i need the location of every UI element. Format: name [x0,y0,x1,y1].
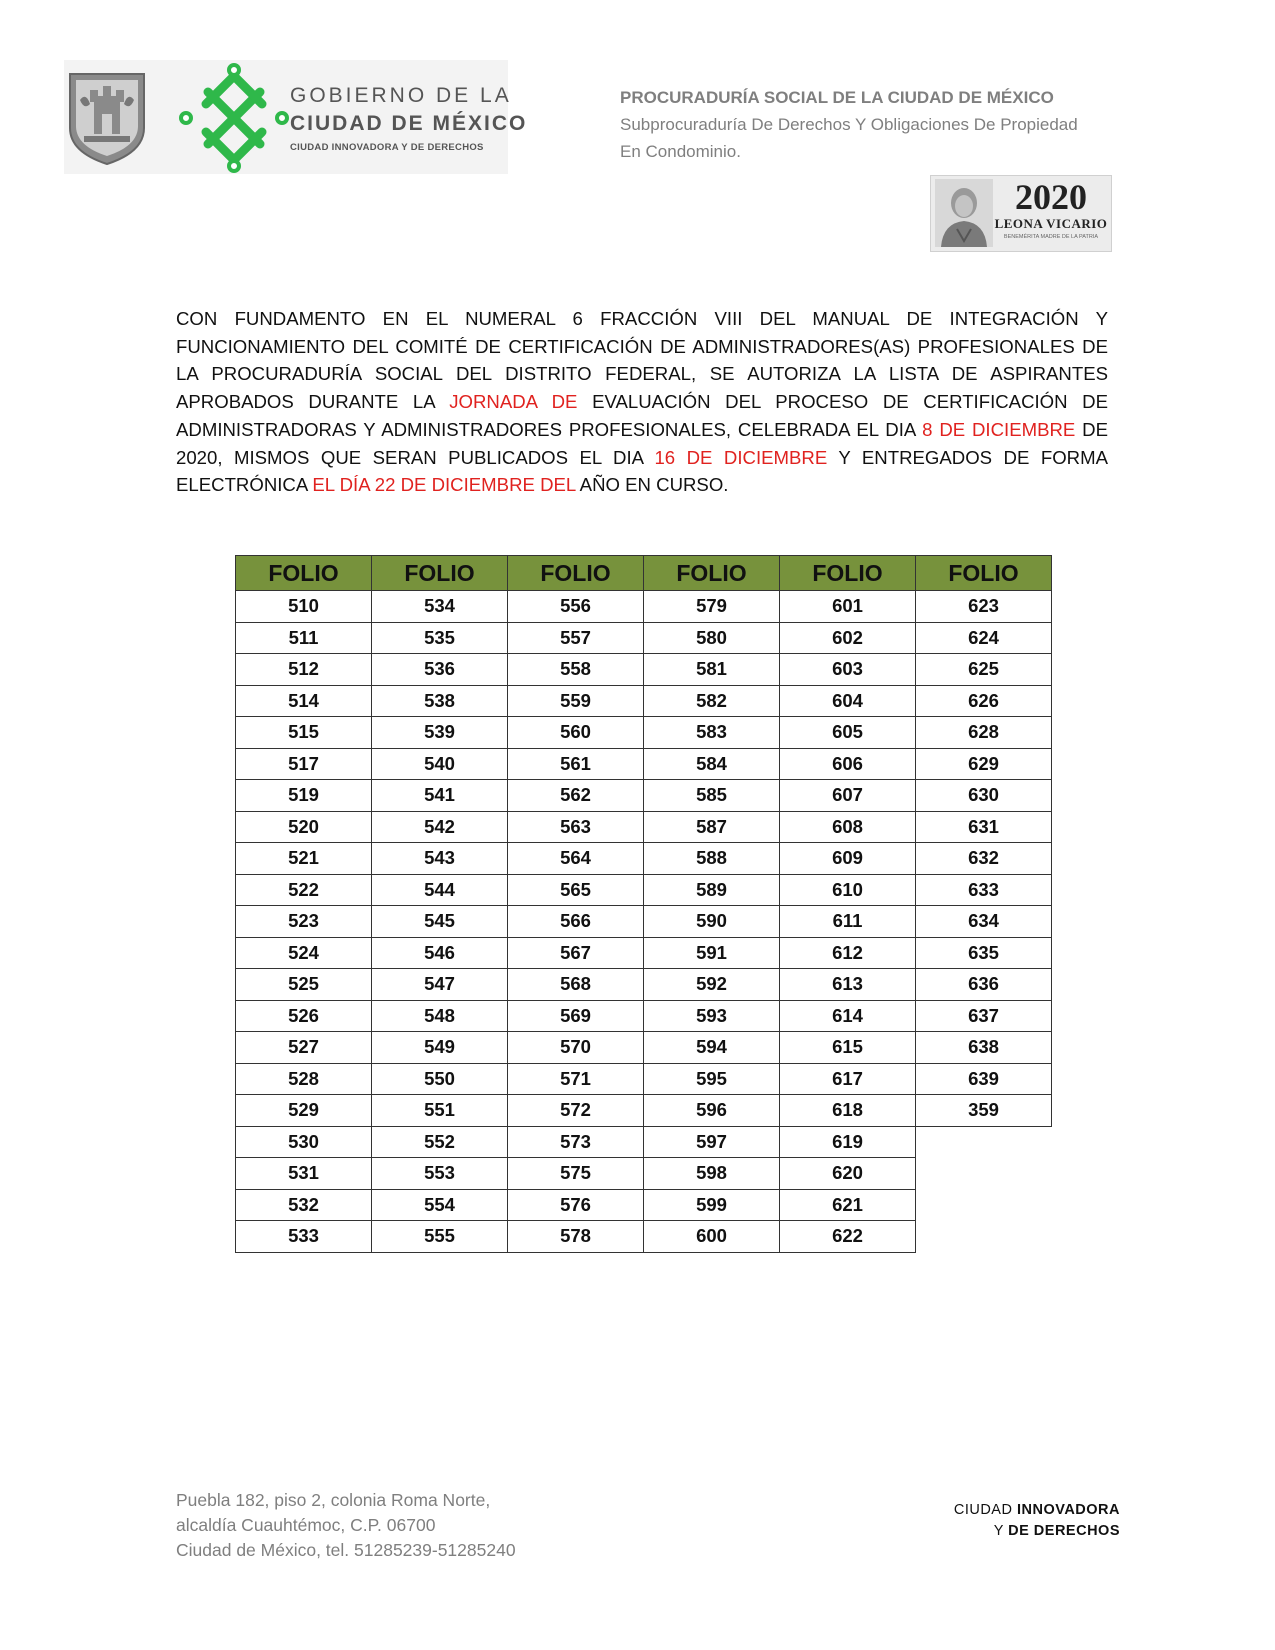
motto-text-bold: DE DERECHOS [1008,1523,1120,1539]
folio-cell: 585 [644,780,780,812]
folio-cell: 522 [236,874,372,906]
folio-cell: 553 [372,1158,508,1190]
table-row [236,1032,1052,1064]
folio-cell: 526 [236,1000,372,1032]
folio-cell: 605 [780,717,916,749]
address-line3: Ciudad de México, tel. 51285239-51285240 [176,1540,516,1560]
table-row [236,843,1052,875]
folio-cell: 543 [372,843,508,875]
folio-cell: 511 [236,622,372,654]
folio-cell: 579 [644,591,780,623]
motto-line2 [954,1521,1120,1542]
column-header: FOLIO [372,556,508,591]
government-slogan: CIUDAD INNOVADORA Y DE DERECHOS [290,142,484,153]
folio-cell: 628 [916,717,1052,749]
folio-cell: 530 [236,1126,372,1158]
folio-cell: 510 [236,591,372,623]
folio-cell: 535 [372,622,508,654]
column-header: FOLIO [644,556,780,591]
folio-cell: 601 [780,591,916,623]
column-header: FOLIO [916,556,1052,591]
folio-cell: 598 [644,1158,780,1190]
folio-cell: 544 [372,874,508,906]
folio-cell: 565 [508,874,644,906]
folio-cell: 626 [916,685,1052,717]
folio-cell: 634 [916,906,1052,938]
folio-cell: 625 [916,654,1052,686]
statement-text: EVALUACIÓN DEL PROCESO DE CERTIFICACIÓN DE ADMINISTRADORAS Y ADMINISTRADORES PROFESIONALES, CELEBRADA EL DIA [176,391,1108,440]
table-body [236,591,1052,1253]
statement-text: Y ENTREGADOS DE FORMA ELECTRÓNICA [176,446,1108,496]
folio-cell: 594 [644,1032,780,1064]
folio-cell: 589 [644,874,780,906]
folio-cell: 638 [916,1032,1052,1064]
table-row [236,811,1052,843]
folio-cell: 608 [780,811,916,843]
empty-cell [916,1189,1052,1221]
table-row [236,1221,1052,1253]
folio-cell: 524 [236,937,372,969]
folio-cell: 566 [508,906,644,938]
folio-cell: 525 [236,969,372,1001]
footer-motto [954,1500,1120,1542]
folio-cell: 570 [508,1032,644,1064]
folio-cell: 534 [372,591,508,623]
table-row [236,654,1052,686]
cdmx-knot-icon [178,62,290,174]
folio-cell: 588 [644,843,780,875]
authorization-statement [176,305,1108,499]
folio-cell: 514 [236,685,372,717]
folio-cell: 578 [508,1221,644,1253]
folio-cell: 546 [372,937,508,969]
agency-title: PROCURADURÍA SOCIAL DE LA CIUDAD DE MÉXICO [620,88,1054,107]
statement-text: AÑO EN CURSO. [575,474,729,496]
statement-highlight: 16 DE DICIEMBRE [654,446,828,468]
folio-cell: 604 [780,685,916,717]
folio-cell: 597 [644,1126,780,1158]
folio-cell: 556 [508,591,644,623]
government-name-line1: GOBIERNO DE LA [290,84,512,107]
folio-cell: 558 [508,654,644,686]
folio-cell: 527 [236,1032,372,1064]
folio-cell: 575 [508,1158,644,1190]
folio-cell: 581 [644,654,780,686]
folio-cell: 600 [644,1221,780,1253]
table-row [236,1063,1052,1095]
folio-cell: 536 [372,654,508,686]
badge-subtitle: BENEMÉRITA MADRE DE LA PATRIA [1003,234,1099,240]
agency-subtitle-line2: En Condominio. [620,142,741,161]
statement-highlight: JORNADA DE [449,391,578,413]
empty-cell [916,1126,1052,1158]
folio-cell: 637 [916,1000,1052,1032]
leona-vicario-badge [930,175,1112,252]
folio-cell: 557 [508,622,644,654]
folio-cell: 599 [644,1189,780,1221]
folio-cell: 528 [236,1063,372,1095]
folio-cell: 635 [916,937,1052,969]
column-header: FOLIO [508,556,644,591]
folio-cell: 613 [780,969,916,1001]
folio-cell: 539 [372,717,508,749]
statement-text: CON FUNDAMENTO EN EL NUMERAL 6 FRACCIÓN VIII DEL MANUAL DE INTEGRACIÓN Y FUNCIONAMIENTO DEL COMITÉ DE CERTIFICACIÓN DE ADMINISTRADORES(AS) PROFESIONALES DE LA PROCURADURÍA SOCIAL DEL DISTRITO FEDERAL, SE AUTORIZA LA LISTA DE ASPIRANTES APROBADOS DURANTE LA [176,308,1108,413]
folio-cell: 603 [780,654,916,686]
folio-cell: 584 [644,748,780,780]
folio-cell: 567 [508,937,644,969]
folio-cell: 512 [236,654,372,686]
folio-cell: 602 [780,622,916,654]
folio-cell: 532 [236,1189,372,1221]
folio-cell: 576 [508,1189,644,1221]
folio-cell: 359 [916,1095,1052,1127]
folio-cell: 563 [508,811,644,843]
folio-cell: 595 [644,1063,780,1095]
motto-text: CIUDAD [953,1502,1017,1518]
folio-cell: 615 [780,1032,916,1064]
folio-cell: 617 [780,1063,916,1095]
folio-cell: 591 [644,937,780,969]
folio-cell: 540 [372,748,508,780]
folio-cell: 614 [780,1000,916,1032]
empty-cell [916,1221,1052,1253]
folio-cell: 610 [780,874,916,906]
table-row [236,1095,1052,1127]
address-line2: alcaldía Cuauhtémoc, C.P. 06700 [176,1515,436,1535]
folio-cell: 639 [916,1063,1052,1095]
folio-cell: 573 [508,1126,644,1158]
folio-cell: 548 [372,1000,508,1032]
folio-cell: 571 [508,1063,644,1095]
folio-cell: 519 [236,780,372,812]
folio-cell: 620 [780,1158,916,1190]
folio-cell: 609 [780,843,916,875]
folio-cell: 621 [780,1189,916,1221]
folio-cell: 592 [644,969,780,1001]
folio-cell: 632 [916,843,1052,875]
folio-cell: 583 [644,717,780,749]
agency-subtitle-line1: Subprocuraduría De Derechos Y Obligaciones De Propiedad [620,115,1078,134]
table-row [236,937,1052,969]
folio-cell: 587 [644,811,780,843]
empty-cell [916,1158,1052,1190]
government-name-line2: CIUDAD DE MÉXICO [290,112,528,135]
folio-cell: 542 [372,811,508,843]
folio-cell: 569 [508,1000,644,1032]
folio-cell: 551 [372,1095,508,1127]
folio-cell: 515 [236,717,372,749]
table-row [236,1189,1052,1221]
table-row [236,874,1052,906]
folio-cell: 562 [508,780,644,812]
table-row [236,969,1052,1001]
folio-cell: 623 [916,591,1052,623]
folio-cell: 517 [236,748,372,780]
table-row [236,906,1052,938]
folio-cell: 555 [372,1221,508,1253]
folio-cell: 612 [780,937,916,969]
folio-cell: 552 [372,1126,508,1158]
folio-cell: 590 [644,906,780,938]
folio-cell: 630 [916,780,1052,812]
folio-cell: 636 [916,969,1052,1001]
folio-cell: 622 [780,1221,916,1253]
badge-year: 2020 [1015,177,1087,217]
motto-line1 [954,1500,1120,1521]
folio-cell: 559 [508,685,644,717]
folio-cell: 606 [780,748,916,780]
table-header-row [236,556,1052,591]
column-header: FOLIO [236,556,372,591]
folio-cell: 521 [236,843,372,875]
badge-name: LEONA VICARIO [994,216,1108,231]
table-row [236,1126,1052,1158]
folio-cell: 593 [644,1000,780,1032]
statement-text: DE 2020, MISMOS QUE SERAN PUBLICADOS EL DIA [176,418,1108,468]
table-row [236,1000,1052,1032]
motto-text: Y [993,1523,1009,1539]
statement-highlight: 8 DE DICIEMBRE [922,418,1076,440]
motto-text-bold: INNOVADORA [1016,1502,1120,1518]
folio-cell: 633 [916,874,1052,906]
folio-cell: 538 [372,685,508,717]
folio-cell: 618 [780,1095,916,1127]
table-row [236,717,1052,749]
folio-cell: 611 [780,906,916,938]
folio-cell: 554 [372,1189,508,1221]
folio-cell: 531 [236,1158,372,1190]
folio-cell: 547 [372,969,508,1001]
folio-cell: 529 [236,1095,372,1127]
folio-cell: 523 [236,906,372,938]
table-row [236,748,1052,780]
folio-cell: 545 [372,906,508,938]
folio-cell: 564 [508,843,644,875]
folio-cell: 568 [508,969,644,1001]
agency-heading [620,84,1078,165]
statement-highlight: EL DÍA 22 DE DICIEMBRE DEL [312,474,576,496]
folio-cell: 560 [508,717,644,749]
coat-of-arms-icon [66,70,148,166]
address-line1: Puebla 182, piso 2, colonia Roma Norte, [176,1490,491,1510]
folio-cell: 561 [508,748,644,780]
folio-cell: 631 [916,811,1052,843]
table-row [236,685,1052,717]
folio-cell: 549 [372,1032,508,1064]
table-row [236,1158,1052,1190]
folio-cell: 607 [780,780,916,812]
footer-address [176,1488,516,1563]
folio-cell: 550 [372,1063,508,1095]
folio-cell: 629 [916,748,1052,780]
portrait-icon [935,179,993,247]
table-row [236,622,1052,654]
folio-cell: 580 [644,622,780,654]
folio-cell: 596 [644,1095,780,1127]
table-row [236,780,1052,812]
folio-cell: 619 [780,1126,916,1158]
folio-cell: 541 [372,780,508,812]
folio-cell: 533 [236,1221,372,1253]
approved-folios-table [235,555,1052,1253]
folio-cell: 520 [236,811,372,843]
folio-cell: 572 [508,1095,644,1127]
folio-cell: 582 [644,685,780,717]
table-row [236,591,1052,623]
government-logo [64,60,528,174]
column-header: FOLIO [780,556,916,591]
folio-cell: 624 [916,622,1052,654]
